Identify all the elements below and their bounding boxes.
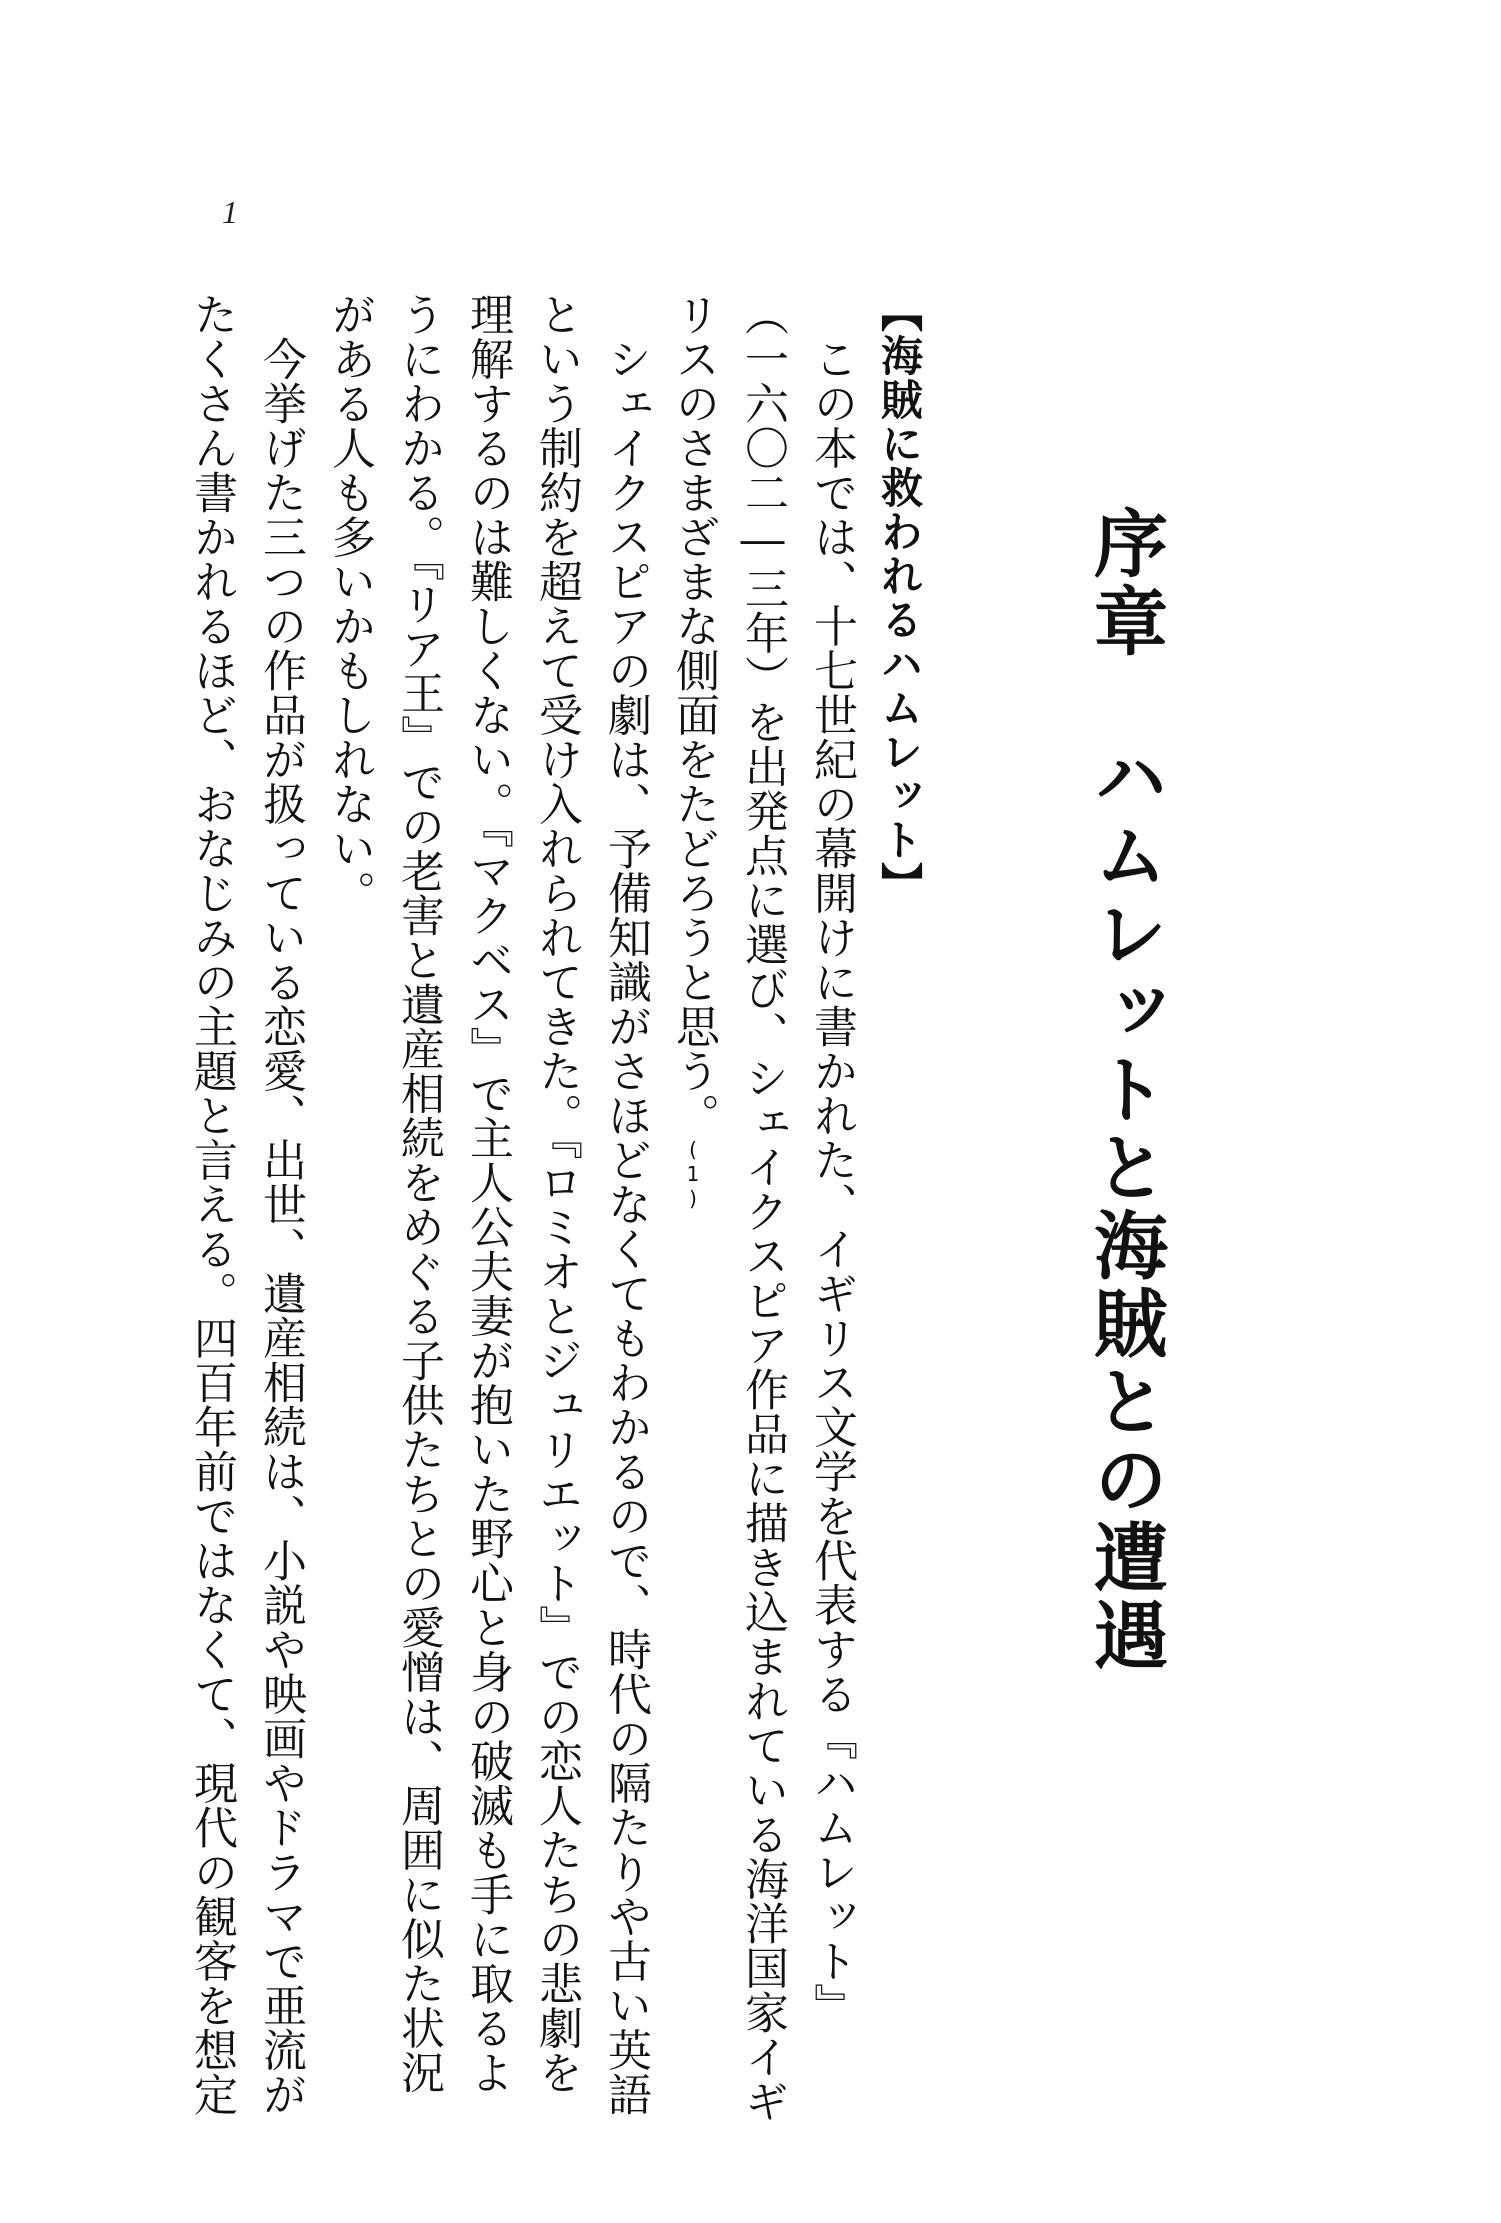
body-line: たくさん書かれるほど、おなじみの主題と言える。四百年前ではなくて、現代の観客を想定 [186, 292, 237, 2117]
body-line: という制約を超えて受け入れられてきた。『ロミオとジュリエット』での恋人たちの悲劇を [531, 292, 582, 2095]
body-line: がある人も多いかもしれない。 [324, 292, 375, 915]
body-line: 今挙げた三つの作品が扱っている恋愛、出世、遺産相続は、小説や映画やドラマで亜流が [255, 292, 306, 2117]
body-line: （一六〇二―三年）を出発点に選び、シェイクスピア作品に描き込まれている海洋国家イギ [737, 292, 788, 2124]
body-line: 理解するのは難しくない。『マクベス』で主人公夫妻が抱いた野心と身の破滅も手に取るよ [462, 292, 513, 2095]
body-line: シェイクスピアの劇は、予備知識がさほどなくてもわかるので、時代の隔たりや古い英語 [600, 292, 651, 2117]
section-heading: 【海賊に救われるハムレット】 [875, 290, 924, 906]
footnote-reference: (1) [681, 1137, 705, 1211]
body-line: うにわかる。『リア王』での老害と遺産相続をめぐる子供たちとの愛憎は、周囲に似た状況 [393, 292, 444, 2095]
body-line: この本では、十七世紀の幕開けに書かれた、イギリス文学を代表する『ハムレット』 [806, 292, 857, 2028]
page-number: 1 [222, 194, 238, 230]
body-line-text: リスのさまざまな側面をたどろうと思う。 [668, 292, 719, 1138]
body-line [668, 292, 719, 1211]
chapter-title: 序章 ハムレットと海賊との遭遇 [1082, 505, 1168, 1675]
